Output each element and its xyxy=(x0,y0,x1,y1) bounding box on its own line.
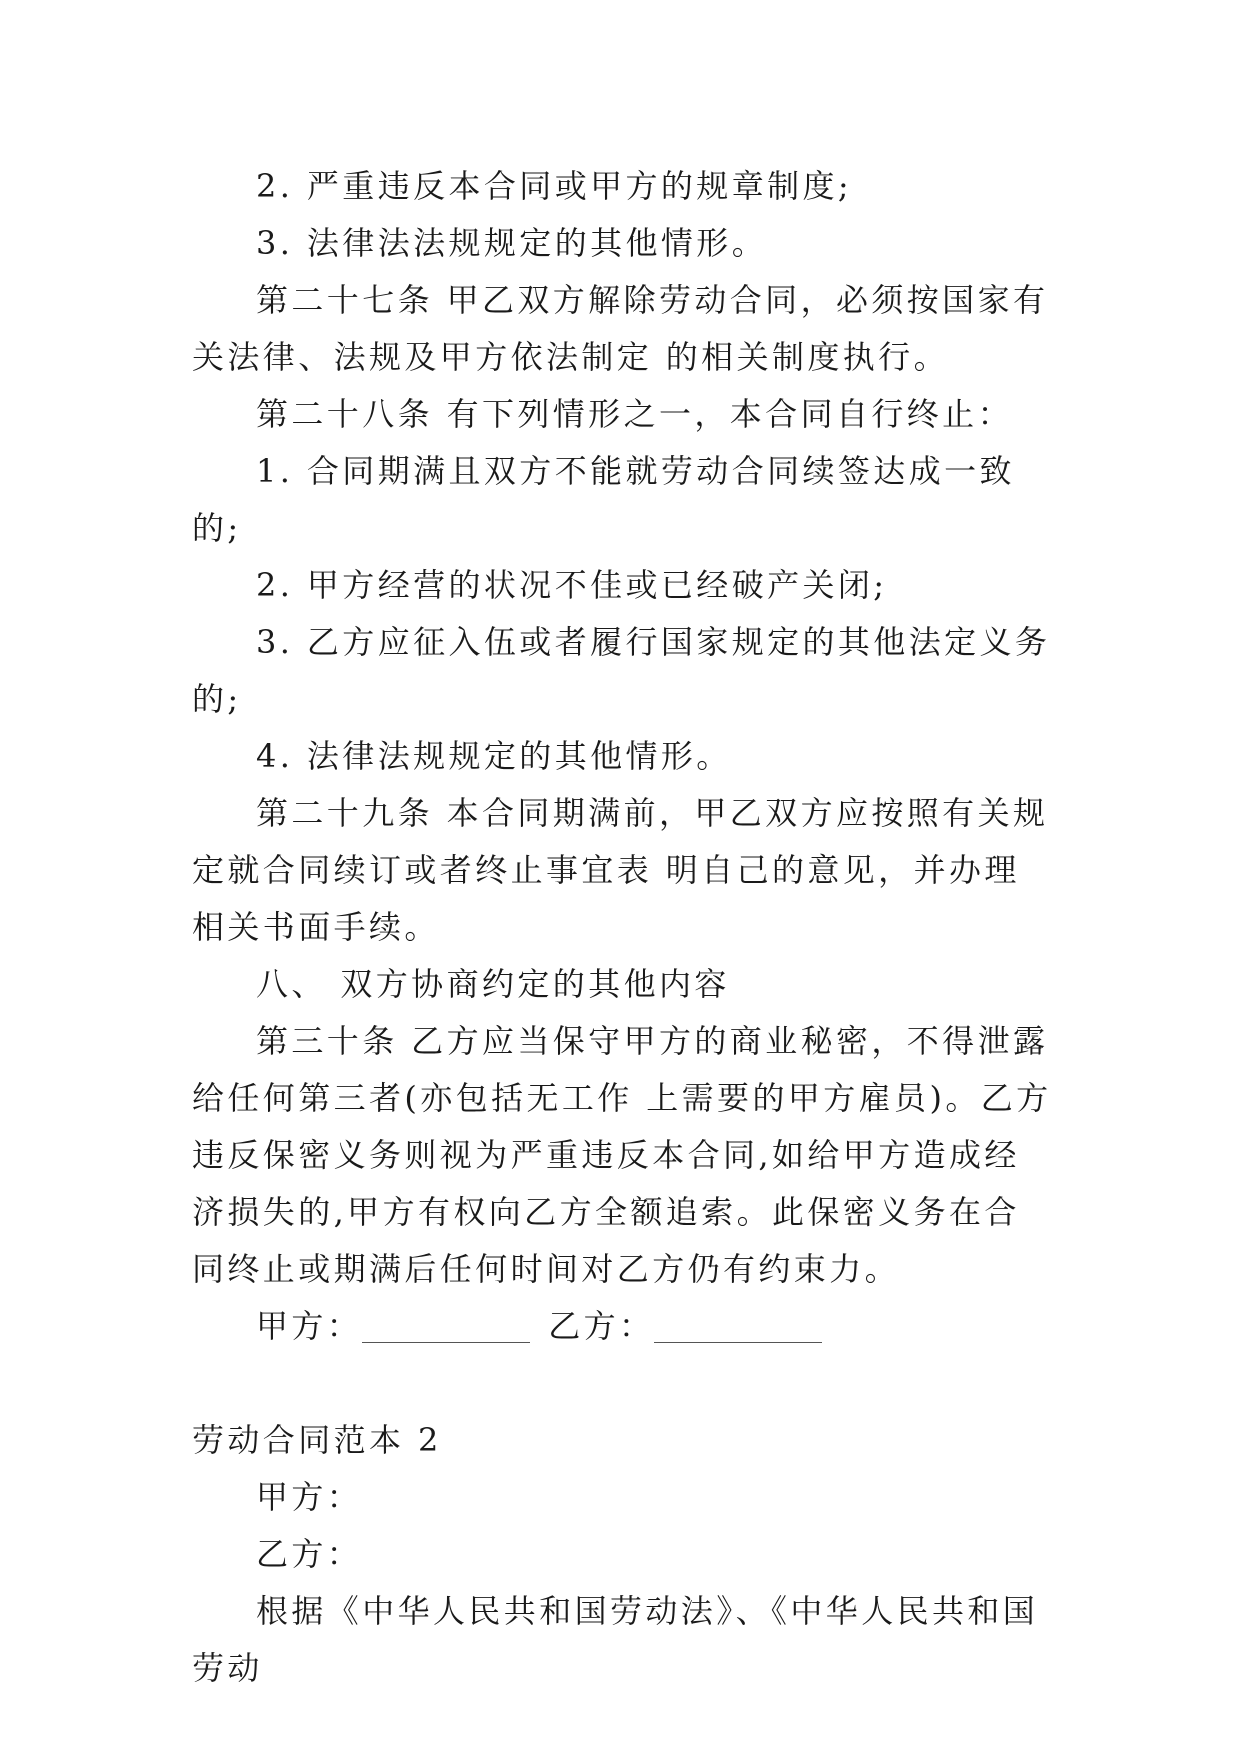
signature-line xyxy=(192,1298,1052,1355)
paragraph: 2. 严重违反本合同或甲方的规章制度; xyxy=(256,167,853,205)
section-heading: 八、 双方协商约定的其他内容 xyxy=(256,965,730,1003)
party-a-line: 甲方： xyxy=(256,1478,363,1516)
party-a-blank xyxy=(362,1312,530,1343)
paragraph: 4. 法律法规规定的其他情形。 xyxy=(256,737,732,775)
spacer xyxy=(192,1355,1052,1412)
section-title: 劳动合同范本 2 xyxy=(192,1421,442,1459)
party-b-label: 乙方： xyxy=(548,1307,655,1345)
article-30: 第三十条 乙方应当保守甲方的商业秘密，不得泄露给任何第三者(亦包括无工作 上需要的甲方雇员)。乙方违反保密义务则视为严重违反本合同,如给甲方造成经济损失的,甲方有权向乙方全额追索。此保密义务在合同终止或期满后任何时间对乙方仍有约束力。 xyxy=(192,1022,1052,1288)
paragraph: 2. 甲方经营的状况不佳或已经破产关闭; xyxy=(256,566,888,604)
paragraph: 3. 乙方应征入伍或者履行国家规定的其他法定义务的; xyxy=(192,623,1051,718)
party-b-line: 乙方： xyxy=(256,1535,363,1573)
document-body xyxy=(192,158,1052,1697)
article-28: 第二十八条 有下列情形之一，本合同自行终止： xyxy=(256,395,1013,433)
party-a-label: 甲方： xyxy=(256,1307,363,1345)
party-b-blank xyxy=(654,1312,822,1343)
paragraph: 3. 法律法法规规定的其他情形。 xyxy=(256,224,768,262)
article-27: 第二十七条 甲乙双方解除劳动合同，必须按国家有关法律、法规及甲方依法制定 的相关制度执行。 xyxy=(192,281,1049,376)
paragraph: 1. 合同期满且双方不能就劳动合同续签达成一致的; xyxy=(192,452,1015,547)
intro-paragraph: 根据《中华人民共和国劳动法》、《中华人民共和国劳动 xyxy=(192,1592,1039,1687)
article-29: 第二十九条 本合同期满前，甲乙双方应按照有关规定就合同续订或者终止事宜表 明自己的意见，并办理相关书面手续。 xyxy=(192,794,1049,946)
